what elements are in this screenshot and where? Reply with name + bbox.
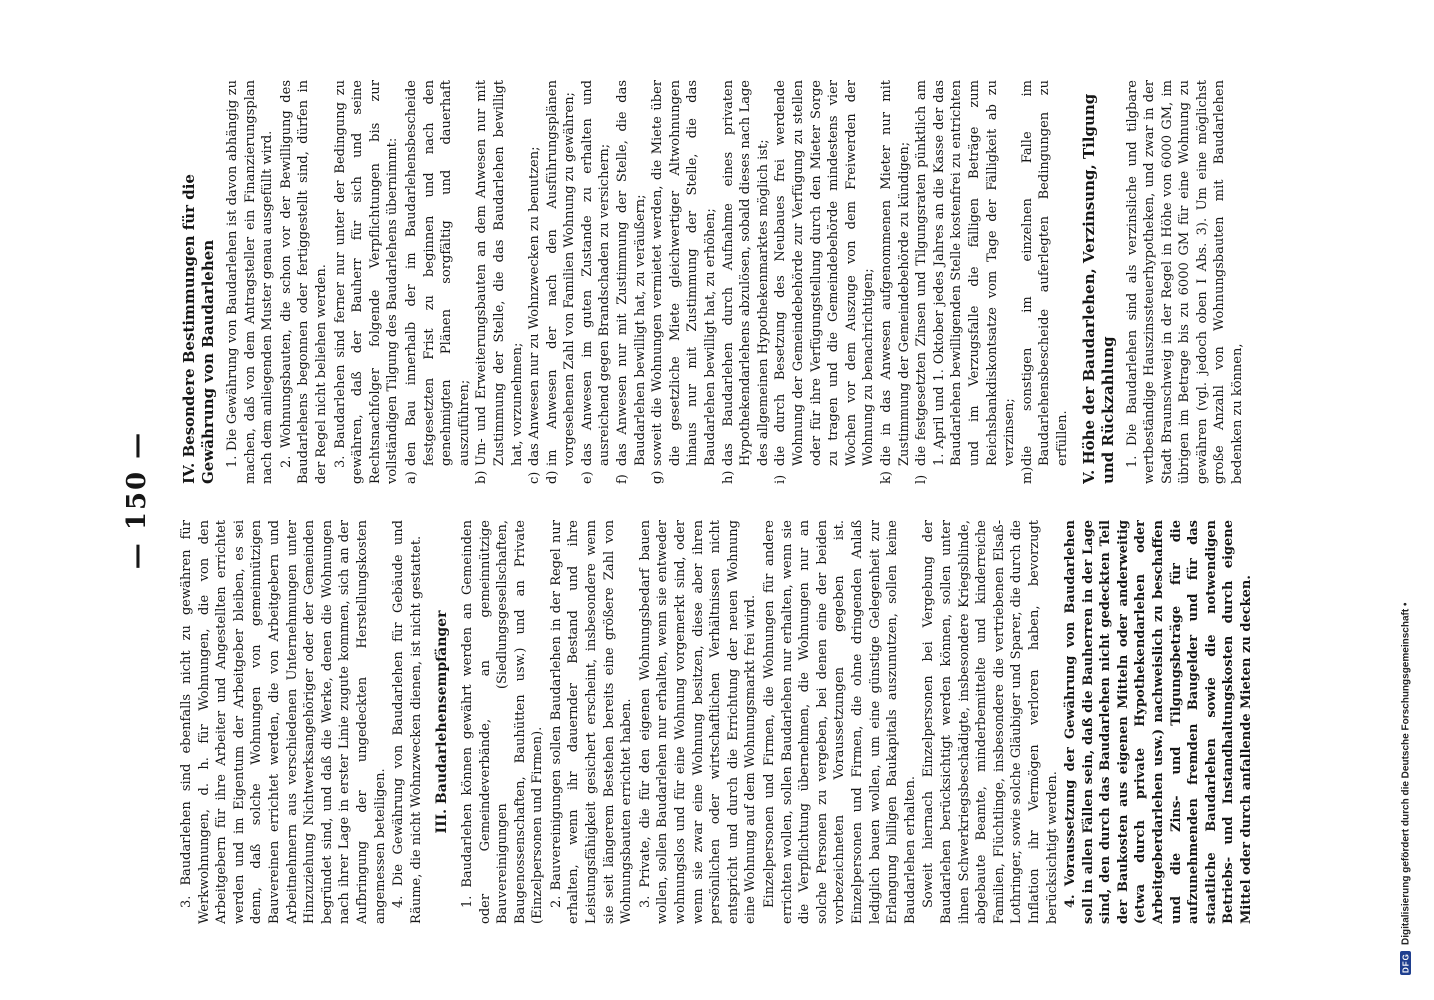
paragraph: 3. Baudarlehen sind ebenfalls nicht zu gewähren für Werkwohnungen, d. h. für Wohnungen, die von den Arbeitgebern für ihre Arbeiter und Angestellten errichtet werden und im Eigentum der Arbeitgeber bleiben, es sei denn, daß solche Wohnungen von gemeinnützigen Bauvereinen errichtet werden, die von Arbeitgebern und Arbeitnehmern aus verschiedenen Unternehmungen unter Hinzuziehung Nichtwerksangehöriger oder der Gemeinden begründet sind, und daß die Werke, denen die Wohnungen nach ihrer Lage in erster Linie zugute kommen, sich an der Aufbringung der ungedeckten Herstellungskosten angemessen beteiligen. — [179, 520, 388, 924]
list-item-letter: g) — [650, 470, 666, 484]
list-item-text: die in das Anwesen aufgenommenen Mieter nur mit Zustimmung der Gemeindebehörde zu kündigen; — [878, 80, 912, 466]
list-item-letter: l) — [914, 474, 930, 484]
paragraph: 2. Bauvereinigungen sollen Baudarlehen in der Regel nur erhalten, wenn ihr dauernder Bestand und ihre Leistungsfähigkeit gesichert erscheint, insbesondere wenn sie seit längerem Bestehen bereits eine größere Zahl von Wohnungsbauten errichtet haben. — [548, 520, 635, 924]
page-number: — 150 — — [122, 430, 152, 570]
list-item — [1019, 80, 1072, 484]
digitization-credit — [1392, 25, 1420, 975]
digitization-credit-text: Digitalisierung gefördert durch die Deutsche Forschungsgemeinschaft • — [1400, 602, 1412, 946]
list-item-text: die sonstigen im einzelnen Falle im Baudarlehensbescheide auferlegten Bedingungen zu erfüllen. — [1019, 80, 1070, 466]
list-item-text: die durch Besetzung des Neubaues frei werdende Wohnung der Gemeindebehörde zur Verfügung zu stellen oder für ihre Verfügungstellung durch den Mieter Sorge zu tragen und die Gemeindebehörde mindestens vier Wochen vor dem Auszuge von dem Freiwerden der Wohnung zu benachrichtigen; — [773, 80, 877, 466]
list-item — [544, 80, 579, 484]
section-heading-5: V. Höhe der Baudarlehen, Verzinsung, Tilgung und Rückzahlung — [1079, 93, 1117, 484]
list-item-letter: c) — [527, 471, 543, 484]
list-item-text: das Baudarlehen durch Aufnahme eines privaten Hypothekendarlehens abzulösen, sobald dieses nach Lage des allgemeinen Hypothekenmarktes möglich ist; — [720, 80, 771, 466]
list-item-text: den Bau innerhalb der im Baudarlehensbescheide festgesetzten Frist zu beginnen und nach den genehmigten Plänen sorgfältig und dauerhaft auszuführen; — [403, 80, 472, 466]
section-heading-3: III. Baudarlehensempfänger — [434, 610, 451, 834]
obligations-list — [403, 80, 1072, 484]
document-page — [102, 70, 1332, 930]
list-item-text: das Anwesen nur zu Wohnzwecken zu benutzen; — [527, 146, 543, 466]
paragraph: 1. Die Baudarlehen sind als verzinsliche und tilgbare wertbeständige Hauszinssteuerhypotheken, und zwar in der Stadt Braunschweig in der Regel in Höhe von 6000 GM, im übrigen im Betrage bis zu 6000 GM für eine Wohnung zu gewähren (vgl. jedoch oben I Abs. 3). Um eine möglichst große Anzahl von Wohnungsbauten mit Baudarlehen bedenken zu können, — [1124, 80, 1246, 484]
list-item-letter: i) — [773, 474, 789, 484]
left-column — [178, 520, 1328, 924]
dfg-logo-badge: DFG — [1401, 953, 1411, 973]
paragraph: 1. Die Gewährung von Baudarlehen ist davon abhängig zu machen, daß von dem Antragsteller ein Finanzierungsplan nach dem anliegenden Muster genau ausgefüllt wird. — [225, 80, 276, 484]
list-item — [403, 80, 473, 484]
list-item-text: die festgesetzten Zinsen und Tilgungsraten pünktlich am 1. April und 1. Oktober jedes Jahres an die Kasse der das Baudarlehen bewilligenden Stelle kostenfrei zu entrichten und im Verzugsfalle die fälligen Beträge zum Reichsbankdiskontsatze vom Tage der Fälligkeit ab zu verzinsen; — [914, 80, 1018, 466]
list-item-letter: e) — [579, 471, 595, 484]
list-item-text: Um- und Erweiterungsbauten an dem Anwesen nur mit Zustimmung der Stelle, die das Baudarlehen bewilligt hat, vorzunehmen; — [474, 80, 525, 466]
list-item-letter: a) — [403, 471, 419, 484]
list-item-text: das Anwesen nur mit Zustimmung der Stelle, die das Baudarlehen bewilligt hat, zu veräußern; — [615, 80, 648, 466]
list-item — [526, 80, 544, 484]
list-item — [579, 80, 614, 484]
list-item-letter: h) — [720, 470, 736, 484]
list-item-letter: b) — [474, 470, 490, 484]
list-item — [913, 80, 1019, 484]
list-item — [878, 80, 913, 484]
list-item-letter: m) — [1019, 466, 1035, 484]
list-item — [772, 80, 878, 484]
list-item — [720, 80, 773, 484]
paragraph: 4. Die Gewährung von Baudarlehen für Gebäude und Räume, die nicht Wohnzwecken dienen, ist nicht gestattet. — [391, 520, 424, 924]
section-heading-4: IV. Besondere Bestimmungen für die Gewährung von Baudarlehen — [180, 174, 217, 484]
paragraph: 3. Private, die für den eigenen Wohnungsbedarf bauen wollen, sollen Baudarlehen nur erhalten, wenn sie entweder wohnungslos und für eine Wohnung vorgemerkt sind, oder wenn sie zwar eine Wohnung besitzen, diese aber ihren persönlichen oder wirtschaftlichen Verhältnissen nicht entspricht und durch die Errichtung der neuen Wohnung eine Wohnung auf dem Wohnungsmarkt frei wird. — [637, 520, 759, 924]
list-item-letter: f) — [615, 474, 631, 484]
list-item — [649, 80, 719, 484]
paragraph: Soweit hiernach Einzelpersonen bei Vergebung der Baudarlehen berücksichtigt werden können, sollen unter ihnen Schwerkriegsbeschädigte, insbesondere Kriegsblinde, abgebaute Beamte, minderbemittelte und kinderreiche Familien, Flüchtlinge, insbesondere die vertriebenen Elsaß-Lothringer, sowie solche Gläubiger und Sparer, die durch die Inflation ihr Vermögen verloren haben, bevorzugt berücksichtigt werden. — [921, 520, 1060, 924]
list-item-text: soweit die Wohnungen vermietet werden, die Miete über die gesetzliche Miete gleichwertiger Altwohnungen hinaus nur mit Zustimmung der Stelle, die das Baudarlehen bewilligt hat, zu erhöhen; — [650, 80, 719, 466]
paragraph: 2. Wohnungsbauten, die schon vor der Bewilligung des Baudarlehens begonnen oder fertiggestellt sind, dürfen in der Regel nicht beliehen werden. — [278, 80, 329, 484]
list-item-text: das Anwesen im guten Zustande zu erhalten und ausreichend gegen Brandschaden zu versichern; — [579, 80, 613, 466]
paragraph-bold: 4. Voraussetzung der Gewährung von Baudarlehen soll in allen Fällen sein, daß die Bauherren in der Lage sind, den durch das Baudarlehen nicht gedeckten Teil der Baukosten aus eigenen Mitteln oder anderweitig (etwa durch private Hypothekendarlehen oder Arbeitgeberdarlehen usw.) nachweislich zu beschaffen und die Zins- und Tilgungsbeträge für die aufzunehmenden fremden Baugelder und für das staatliche Baudarlehen sowie die notwendigen Betriebs- und Instandhaltungskosten durch eigene Mittel oder durch anfallende Mieten zu decken. — [1063, 520, 1255, 924]
paragraph: 1. Baudarlehen können gewährt werden an Gemeinden oder Gemeindeverbände, an gemeinnützige Bauvereinigungen (Siedlungsgesellschaften, Baugenossenschaften, Bauhütten usw.) und an Private (Einzelpersonen und Firmen). — [459, 520, 546, 924]
list-item-letter: k) — [878, 471, 894, 484]
list-item-letter: d) — [544, 470, 560, 484]
paragraph: 3. Baudarlehen sind ferner nur unter der Bedingung zu gewähren, daß der Bauherr für sich und seine Rechtsnachfolger folgende Verpflichtungen bis zur vollständigen Tilgung des Baudarlehens übernimmt: — [332, 80, 401, 484]
paragraph: Einzelpersonen und Firmen, die Wohnungen für andere errichten wollen, sollen Baudarlehen nur erhalten, wenn sie die Verpflichtung übernehmen, die Wohnungen nur an solche Personen zu vergeben, bei denen eine der beiden vorbezeichneten Voraussetzungen gegeben ist. Einzelpersonen und Firmen, die ohne dringenden Anlaß lediglich bauen wollen, um eine günstige Gelegenheit zur Erlangung billigen Baukapitals auszunutzen, sollen keine Baudarlehen erhalten. — [762, 520, 918, 924]
right-column — [178, 80, 1328, 484]
list-item — [614, 80, 649, 484]
list-item — [473, 80, 526, 484]
list-item-text: im Anwesen der nach den Ausführungsplänen vorgesehenen Zahl von Familien Wohnung zu gewähren; — [544, 80, 578, 466]
